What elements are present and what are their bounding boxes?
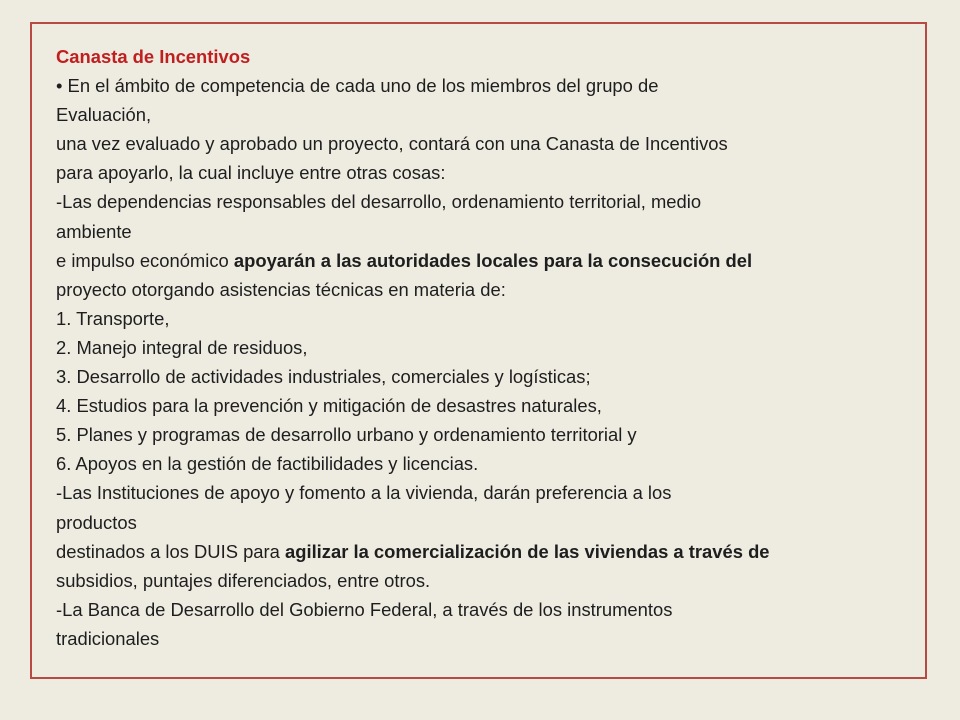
list-item: 2. Manejo integral de residuos, (56, 336, 308, 358)
paragraph-line: para apoyarlo, la cual incluye entre otras cosas: (56, 162, 446, 184)
list-item: 6. Apoyos en la gestión de factibilidades y licencias. (56, 453, 479, 475)
list-item: 3. Desarrollo de actividades industriales, comerciales y logísticas; (56, 366, 591, 388)
slide-title: Canasta de Incentivos (56, 46, 251, 67)
instituciones-line: productos (56, 511, 137, 533)
dependencias-line-mixed (56, 246, 896, 275)
paragraph-line: una vez evaluado y aprobado un proyecto, contará con una Canasta de Incentivos (56, 133, 728, 155)
list-item: 1. Transporte, (56, 307, 170, 329)
instituciones-line-mixed (56, 537, 896, 566)
instituciones-line: -Las Instituciones de apoyo y fomento a la vivienda, darán preferencia a los (56, 482, 672, 504)
dependencias-line: ambiente (56, 220, 132, 242)
dependencias-normal-text: e impulso económico (56, 249, 234, 271)
slide-frame (30, 22, 927, 679)
instituciones-normal-text: destinados a los DUIS para (56, 540, 285, 562)
dependencias-line: proyecto otorgando asistencias técnicas en materia de: (56, 278, 506, 300)
instituciones-line: subsidios, puntajes diferenciados, entre otros. (56, 569, 431, 591)
banca-line: tradicionales (56, 627, 160, 649)
bullet-line: • En el ámbito de competencia de cada uno de los miembros del grupo de (56, 75, 659, 97)
dependencias-line: -Las dependencias responsables del desarrollo, ordenamiento territorial, medio (56, 191, 702, 213)
instituciones-bold-text: agilizar la comercialización de las viviendas a través de (285, 540, 770, 562)
bullet-line-continued: Evaluación, (56, 104, 152, 126)
list-item: 5. Planes y programas de desarrollo urbano y ordenamiento territorial y (56, 424, 637, 446)
slide-body (56, 42, 896, 653)
banca-line: -La Banca de Desarrollo del Gobierno Federal, a través de los instrumentos (56, 598, 673, 620)
list-item: 4. Estudios para la prevención y mitigación de desastres naturales, (56, 395, 602, 417)
dependencias-bold-text: apoyarán a las autoridades locales para la consecución del (233, 249, 753, 271)
